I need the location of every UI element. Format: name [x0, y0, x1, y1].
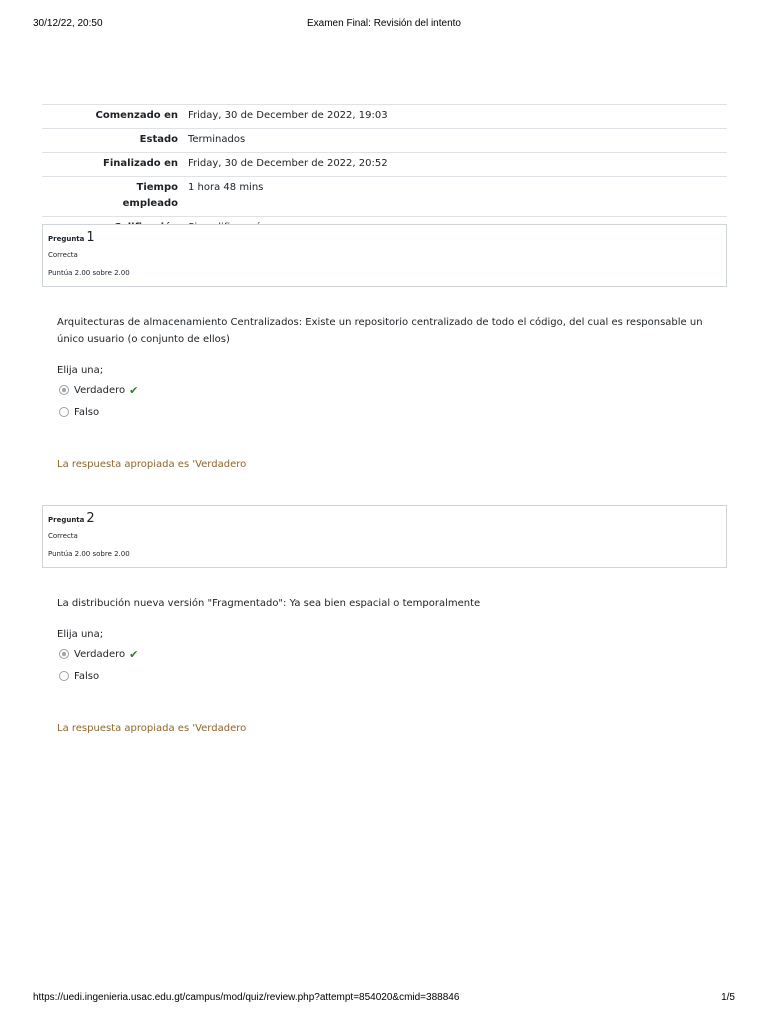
summary-label: Tiempo empleado [42, 177, 183, 217]
question-label: Pregunta [48, 235, 85, 243]
option-falso[interactable] [59, 669, 99, 683]
summary-row [42, 129, 727, 153]
page-number: 1/5 [721, 992, 735, 1003]
question-number [48, 230, 95, 245]
radio-unselected-icon[interactable] [59, 671, 69, 681]
option-label: Verdadero [74, 384, 126, 396]
question-text: Arquitecturas de almacenamiento Centralizados: Existe un repositorio centralizado de todo el código, del cual es responsable un único usuario (o conjunto de ellos) [57, 317, 703, 345]
summary-row [42, 153, 727, 177]
option-verdadero[interactable] [59, 647, 138, 661]
question-number-value: 2 [86, 511, 95, 526]
answer-prompt: Elija una; [57, 629, 104, 640]
radio-unselected-icon[interactable] [59, 407, 69, 417]
summary-value: 1 hora 48 mins [183, 177, 727, 217]
attempt-summary-table [42, 104, 727, 241]
option-label: Falso [74, 670, 100, 682]
summary-row [42, 177, 727, 217]
question-state: Correcta [48, 532, 78, 540]
right-answer-feedback: La respuesta apropiada es 'Verdadero [57, 723, 247, 734]
radio-selected-icon[interactable] [59, 649, 69, 659]
print-datetime: 30/12/22, 20:50 [33, 18, 103, 29]
question-number-value: 1 [86, 230, 95, 245]
option-label: Falso [74, 406, 100, 418]
question-grade: Puntúa 2.00 sobre 2.00 [48, 269, 130, 277]
summary-label: Finalizado en [42, 153, 183, 177]
summary-value: Friday, 30 de December de 2022, 20:52 [183, 153, 727, 177]
check-icon: ✔ [129, 383, 139, 397]
question-label: Pregunta [48, 516, 85, 524]
question-grade: Puntúa 2.00 sobre 2.00 [48, 550, 130, 558]
question-text: La distribución nueva versión "Fragmentado": Ya sea bien espacial o temporalmente [57, 598, 481, 609]
summary-label: Estado [42, 129, 183, 153]
summary-row [42, 105, 727, 129]
radio-selected-icon[interactable] [59, 385, 69, 395]
option-label: Verdadero [74, 648, 126, 660]
summary-label: Comenzado en [42, 105, 183, 129]
question-state: Correcta [48, 251, 78, 259]
print-page-title: Examen Final: Revisión del intento [307, 18, 461, 29]
check-icon: ✔ [129, 647, 139, 661]
summary-value: Terminados [183, 129, 727, 153]
page-url: https://uedi.ingenieria.usac.edu.gt/campus/mod/quiz/review.php?attempt=854020&cmid=388846 [33, 992, 460, 1003]
question-info-box [42, 224, 727, 287]
print-footer [33, 992, 735, 1006]
option-verdadero[interactable] [59, 383, 138, 397]
answer-prompt: Elija una; [57, 365, 104, 376]
right-answer-feedback: La respuesta apropiada es 'Verdadero [57, 459, 247, 470]
option-falso[interactable] [59, 405, 99, 419]
summary-value: Friday, 30 de December de 2022, 19:03 [183, 105, 727, 129]
print-header [33, 18, 735, 32]
question-info-box [42, 505, 727, 568]
question-number [48, 511, 95, 526]
